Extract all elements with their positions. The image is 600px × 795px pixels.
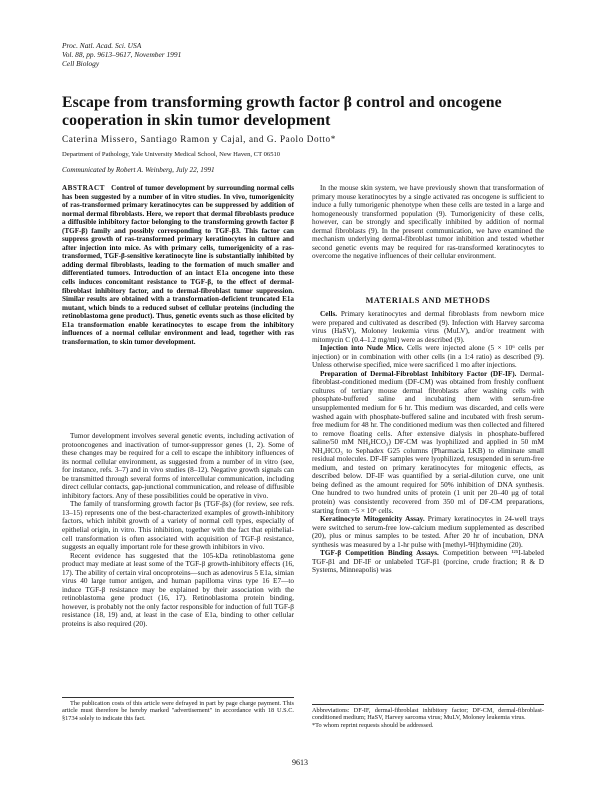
right-column-intro <box>312 184 544 261</box>
footnote-abbreviations <box>312 707 544 729</box>
journal-volume: Vol. 88, pp. 9613–9617, November 1991 <box>62 49 182 59</box>
page-number: 9613 <box>292 758 308 767</box>
communicated-by: Communicated by Robert A. Weinberg, July 22, 1991 <box>62 166 215 174</box>
body-paragraph: Recent evidence has suggested that the 105-kDa retinoblastoma gene product may mediate at least some of the TGF-β growth-inhibitory effects (16, 17). The ability of certain viral oncoproteins—such as adenovirus 5 E1a, simian virus 40 large tumor antigen, and human papilloma virus type 16 E7—to induce TGF-β resistance may be explained by their association with the retinoblastoma gene product (16, 17). Retinoblastoma protein binding, however, is probably not the only factor responsible for induction of full TGF-β resistance (18, 19) and, at least in the case of E1a, binding to other cellular proteins is also required (20). <box>62 551 295 629</box>
methods-text: Competition between ¹²⁵I-labeled TGF-β1 and DF-IF or unlabeled TGF-β1 (porcine, crude fraction; R & D Systems, Minneapolis) was <box>312 549 545 575</box>
methods-paragraph <box>312 344 544 370</box>
abstract-text: Control of tumor development by surrounding normal cells has been suggested by a number of in vitro studies. In vivo, tumorigenicity of ras-transformed primary keratinocytes can be suppressed by addition of normal dermal fibroblasts. Here, we report that dermal fibroblasts produce a diffusible inhibitory factor belonging to the transforming growth factor β (TGF-β) family and possibly corresponding to TGF-β3. This factor can suppress growth of ras-transformed primary keratinocytes in culture and after injection into mice. As with primary cells, tumorigenicity of a ras-transformed, TGF-β-sensitive keratinocyte line is substantially inhibited by adding dermal fibroblasts, leading to the formation of much smaller and differentiated tumors. Introduction of an intact E1a oncogene into these cells induces concomitant resistance to TGF-β, to the effect of dermal-fibroblast inhibitory factor, and to dermal-fibroblast tumor suppression. Similar results are obtained with a transformation-deficient truncated E1a mutant, which binds to a reduced subset of cellular proteins (including the retinoblastoma gene product). Thus, genetic events such as those elicited by E1a transformation enable keratinocytes to escape from the inhibitory influences of a normal cellular environment and lead, together with ras transformation, to skin tumor development. <box>62 184 294 346</box>
footnote-text: The publication costs of this article were defrayed in part by page charge payment. This article must therefore be hereby marked "advertisement" in accordance with 18 U.S.C. §1734 solely to indicate this fact. <box>62 700 294 722</box>
correspondence-note: *To whom reprint requests should be addressed. <box>312 721 434 729</box>
author-list: Caterina Missero, Santiago Ramon y Cajal, and G. Paolo Dotto* <box>62 134 336 144</box>
affiliation: Department of Pathology, Yale University Medical School, New Haven, CT 06510 <box>62 151 281 158</box>
journal-name: Proc. Natl. Acad. Sci. USA <box>62 41 142 50</box>
body-paragraph: In the mouse skin system, we have previously shown that transformation of primary mouse keratinocytes by a single activated ras oncogene is sufficient to induce a fully tumorigenic phenotype when these cells are tested in a large and homogeneously transformed population (9). Tumorigenicity of these cells, however, can be strongly and specifically inhibited by addition of normal dermal fibroblasts (9). In the present communication, we have examined the mechanism underlying dermal-fibroblast tumor inhibition and tested whether second genetic events may be required for ras-transformed keratinocytes to overcome the negative influences of their cellular environment. <box>312 184 544 261</box>
journal-header <box>62 42 181 68</box>
abstract-label: ABSTRACT <box>62 184 105 192</box>
methods-paragraph <box>312 310 544 344</box>
journal-section: Cell Biology <box>62 58 100 68</box>
article-title: Escape from transforming growth factor β control and oncogene cooperation in skin tumor development <box>62 94 502 129</box>
methods-text: Primary keratinocytes and dermal fibroblasts from newborn mice were prepared and cultivated as described (9). Infection with Harvey sarcoma virus (HaSV), Moloney leukemia virus (MuLV), and/or treatment with mitomycin C (0.4–1.2 mg/ml) were as described (9). <box>312 310 544 344</box>
methods-runin-heading: Injection into Nude Mice. <box>320 344 404 353</box>
methods-paragraph <box>312 549 544 575</box>
section-heading-methods: MATERIALS AND METHODS <box>365 296 491 305</box>
methods-text: Primary keratinocytes in 24-well trays were switched to serum-free low-calcium medium supplemented as described (20), plus or minus samples to be tested. After 20 hr of incubation, DNA synthesis was measured by a 1-hr pulse with [methyl-³H]thymidine (20). <box>312 515 544 549</box>
abbreviations-text: Abbreviations: DF-IF, dermal-fibroblast inhibitory factor; DF-CM, dermal-fibroblast-conditioned medium; HaSV, Harvey sarcoma virus; MuLV, Moloney leukemia virus. <box>312 707 544 722</box>
footnote-divider-left <box>62 697 294 698</box>
methods-paragraph <box>312 370 544 515</box>
methods-text: Cells were injected alone (5 × 10⁶ cells per injection) or in combination with other cells (in a 1:4 ratio) as described (9). Unless otherwise specified, mice were sacrificed 1 mo after injections. <box>312 344 544 370</box>
methods-runin-heading: TGF-β Competition Binding Assays. <box>320 549 439 558</box>
methods-paragraph <box>312 515 544 549</box>
methods-runin-heading: Keratinocyte Mitogenicity Assay. <box>320 515 425 524</box>
body-paragraph: Tumor development involves several genetic events, including activation of protooncogenes and inactivation of tumor-suppressor genes (1, 2). Some of these changes may be required for a cell to escape the inhibitory influences of its normal cellular environment, as suggested from a number of in vitro (see, for instance, refs. 3–7) and in vivo studies (8–12). Negative growth signals can be transmitted through several forms of intercellular communication, including direct cellular contacts, gap-junctional communication, and release of diffusible inhibitory factors. Any of these possibilities could be operative in vivo. <box>62 432 294 500</box>
abstract <box>62 184 294 346</box>
introduction-column <box>62 432 294 629</box>
methods-column <box>312 310 544 575</box>
footnote-divider-right <box>312 704 544 705</box>
methods-text: Dermal-fibroblast-conditioned medium (DF-CM) was obtained from freshly confluent cultures of tertiary mouse dermal fibroblasts after washing cells with phosphate-buffered saline and incubating them with serum-free unsupplemented medium for 6 hr. This medium was discarded, and cells were washed again with phosphate-buffered saline and incubated with fresh serum-free medium for 48 hr. The conditioned medium was then collected and filtered to remove floating cells. After extensive dialysis in phosphate-buffered saline/50 mM NH₄HCO₃) DF-CM was lyophilized and applied in 50 mM NH₄HCO₃ to Sephadex G25 columns (Pharmacia LKB) to eliminate small residual molecules. DF-IF samples were lyophilized, resuspended in serum-free medium, and tested on primary keratinocytes for mitogenic effects, as described below. DF-IF was quantified by a serial-dilution curve, one unit being defined as the amount required for 50% inhibition of DNA synthesis. One hundred to two hundred units of protein (1 unit per 20–40 μg of total protein) was consistently recovered from 350 ml of DF-CM preparations, starting from ~5 × 10⁶ cells. <box>312 369 544 515</box>
methods-runin-heading: Cells. <box>320 310 338 318</box>
footnote-publication-costs <box>62 700 294 722</box>
body-paragraph: The family of transforming growth factor βs (TGF-βs) (for review, see refs. 13–15) represents one of the best-characterized examples of growth-inhibitory factors, which inhibit growth of a variety of normal cell types, especially of epithelial origin, in vitro. This inhibition, together with the fact that epithelial-cell transformation is often associated with acquisition of TGF-β resistance, suggests an equally important role for these growth inhibitors in vivo. <box>62 500 294 552</box>
methods-runin-heading: Preparation of Dermal-Fibroblast Inhibitory Factor (DF-IF). <box>320 369 517 378</box>
